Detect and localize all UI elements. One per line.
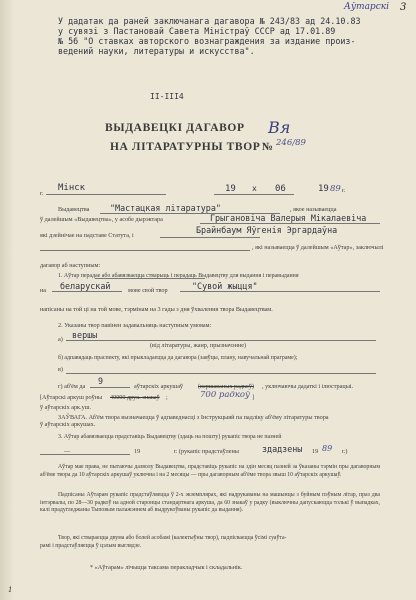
p2g2-text-c: ] — [252, 394, 255, 401]
p1-text: 1. Аўтар перадае або абавязваецца стварыць і перадаць Выдавецтву для выдання і перавыдання — [58, 273, 299, 279]
page-edge-shadow — [0, 0, 14, 600]
p2g-end: , уключаючы дадаткі і ілюстрацыі. — [262, 383, 354, 390]
p2g-struck: (вершаваных радкоў) — [198, 383, 254, 390]
p2g-after: аўтарскіх аркушаў — [134, 383, 184, 390]
p2g-label: г) аб'ём да — [58, 383, 86, 390]
p1-lang-prefix: на — [40, 287, 47, 294]
handwritten-corner-note: Аўтарскі — [344, 2, 389, 12]
note-label-2: ў аўтарскіх аркушах. — [40, 421, 96, 428]
p2b-text: б) адпавядаць праспекту, які прыкладаецца да дагавора (заяўцы, плану, навучальнай праграме); — [58, 355, 298, 361]
p1-end-text: напісаны на той ці на той мове, тэрмінам на 3 гады з дня ўхвалення твора Выдавецтвам. — [40, 306, 273, 313]
acting-text: які дзейнічае на падставе Статута, і — [40, 232, 134, 239]
city-label: г. — [40, 190, 44, 197]
p3-body: Аўтар мае права, не пытаючы дазволу Выдавецтва, прадставіць рукапіс на здін месяц пазней за ўказаны тэрмін пры дагаворным аб'ёме твора да 10 аўтарскіх аркушаў уключна і на 2 месяцы — пры дагаворным аб'ёме твора звыш 10 аўтарскіх аркушаў. — [40, 464, 380, 478]
form-code: II-III4 — [150, 92, 184, 101]
date-month: 06 — [275, 184, 286, 194]
publisher-name: "Мастацкая літаратура" — [110, 203, 221, 213]
director-name: Грыгановіча Валерыя Мікалаевіча — [210, 213, 367, 223]
note-label: ЗАЎВАГА. Аб'ём твора вызначаецца ў адпаведнасці з Інструкцыяй па падліку аб'ёму літаратуры твора — [58, 414, 329, 421]
header-line-4: ведений науки, литературы и искусства". — [58, 46, 255, 56]
p3-given: здадзены — [262, 444, 303, 454]
p2g3-text: ў аўтарскіх арк.уш. — [40, 404, 92, 411]
contract-number: 246/89 — [276, 138, 306, 148]
p2g-volume: 9 — [98, 376, 104, 386]
p2a-label: а) — [58, 336, 63, 343]
p3-body-4: рамі і прадстаўляецца ў цэлым выглядзе. — [40, 543, 142, 549]
document-subtitle: НА ЛІТАРАТУРНЫ ТВОР — [110, 141, 261, 153]
p1-language: беларускай — [60, 281, 111, 291]
p2g2-text-a: [Аўтарскі аркуш роўны — [40, 394, 103, 401]
date-year-suffix: г. — [342, 187, 346, 194]
p3-body-2: Падпісаны Аўтарам рукапіс прадстаўляецца ў 2-х экземплярах, які надрукаваны на машынцы з буйным пэўным літар, праз два інтэрвалы, по 28—30 радкоў на адной старонцы стандартнага аркуша, да 60 знакаў у радку (выключны дапускаюцца толькі ў выпадках, калі прадугледжаны Тыповым палажэннем аб выдрукоўваны рукапіс да выдання). — [40, 492, 380, 514]
publisher-label: Выдавецтва — [58, 206, 90, 213]
p3-mid: г. (рукапіс прадстаўлены — [174, 448, 239, 455]
p3-end: г.) — [342, 448, 348, 455]
author-after: , які называецца ў далейшым «Аўтар», заключылі — [252, 244, 384, 251]
bottom-mark: 1 — [8, 586, 13, 594]
date-separator: х — [252, 184, 257, 193]
p3-year-2: 19 — [312, 448, 319, 455]
p3-dash: — — [64, 448, 71, 455]
date-year-prefix: 19 — [318, 184, 329, 194]
date-year-digits: 89 — [330, 184, 341, 194]
p1-work-title: "Сувой жыцця" — [192, 281, 258, 291]
contract-number-label: № — [262, 141, 274, 153]
p2a-note: (від літаратуры, жанр, прызначэнне) — [150, 342, 247, 349]
p2a-value: вершы — [72, 330, 98, 340]
header-line-1: У дадатак да раней заключанага дагавора № 243/83 ад 24.10.83 — [58, 16, 361, 26]
header-line-2: у сувязі з Пастановай Савета Міністраў СССР ад 17.01.89 — [58, 26, 336, 36]
publisher-after: , якое называецца — [290, 206, 337, 213]
p2g2-text-b: ; — [166, 394, 168, 401]
header-line-3: № 56 "О ставках авторского вознаграждения за издание произ- — [58, 36, 356, 46]
agreed-text: дагавор аб наступным: — [40, 262, 101, 269]
amount-handwritten: 700 радкоў — [200, 390, 250, 400]
p2-text: 2. Указаны твор павінен задавальняць наступным умовам: — [58, 322, 212, 329]
p2-v-label: в) — [58, 366, 63, 373]
p1-lang-after: мове свой твор — [128, 287, 168, 294]
p3-body-3: Твор, які ствараецца двума або болей асобамі (калектыўны твор), падпісваецца ўсімі суаўта- — [58, 535, 287, 541]
p2g2-struck: 40000 друк. знакаў — [110, 394, 160, 401]
document-title: ВЫДАВЕЦКІ ДАГАВОР — [105, 122, 245, 134]
signature-mark: Вя — [268, 118, 291, 137]
in-further-text: ў далейшым «Выдавецтва», у асобе дырэктара — [40, 216, 163, 223]
author-name: Брайнбаум Яўгенія Эргардаўна — [196, 225, 338, 235]
p3-year: 19 — [134, 448, 141, 455]
p3-text: 3. Аўтар абавязваецца прадставіць Выдавецтву (здаць на пошту) рукапіс твора не пазней — [58, 434, 282, 440]
city: Мінск — [58, 183, 86, 193]
footnote: * «Аўтарам» лічыцца таксама перакладчык і складальнік. — [90, 564, 243, 571]
page-number: 3 — [400, 2, 407, 13]
date-day: 19 — [225, 184, 236, 194]
p3-year-digits: 89 — [322, 444, 333, 453]
